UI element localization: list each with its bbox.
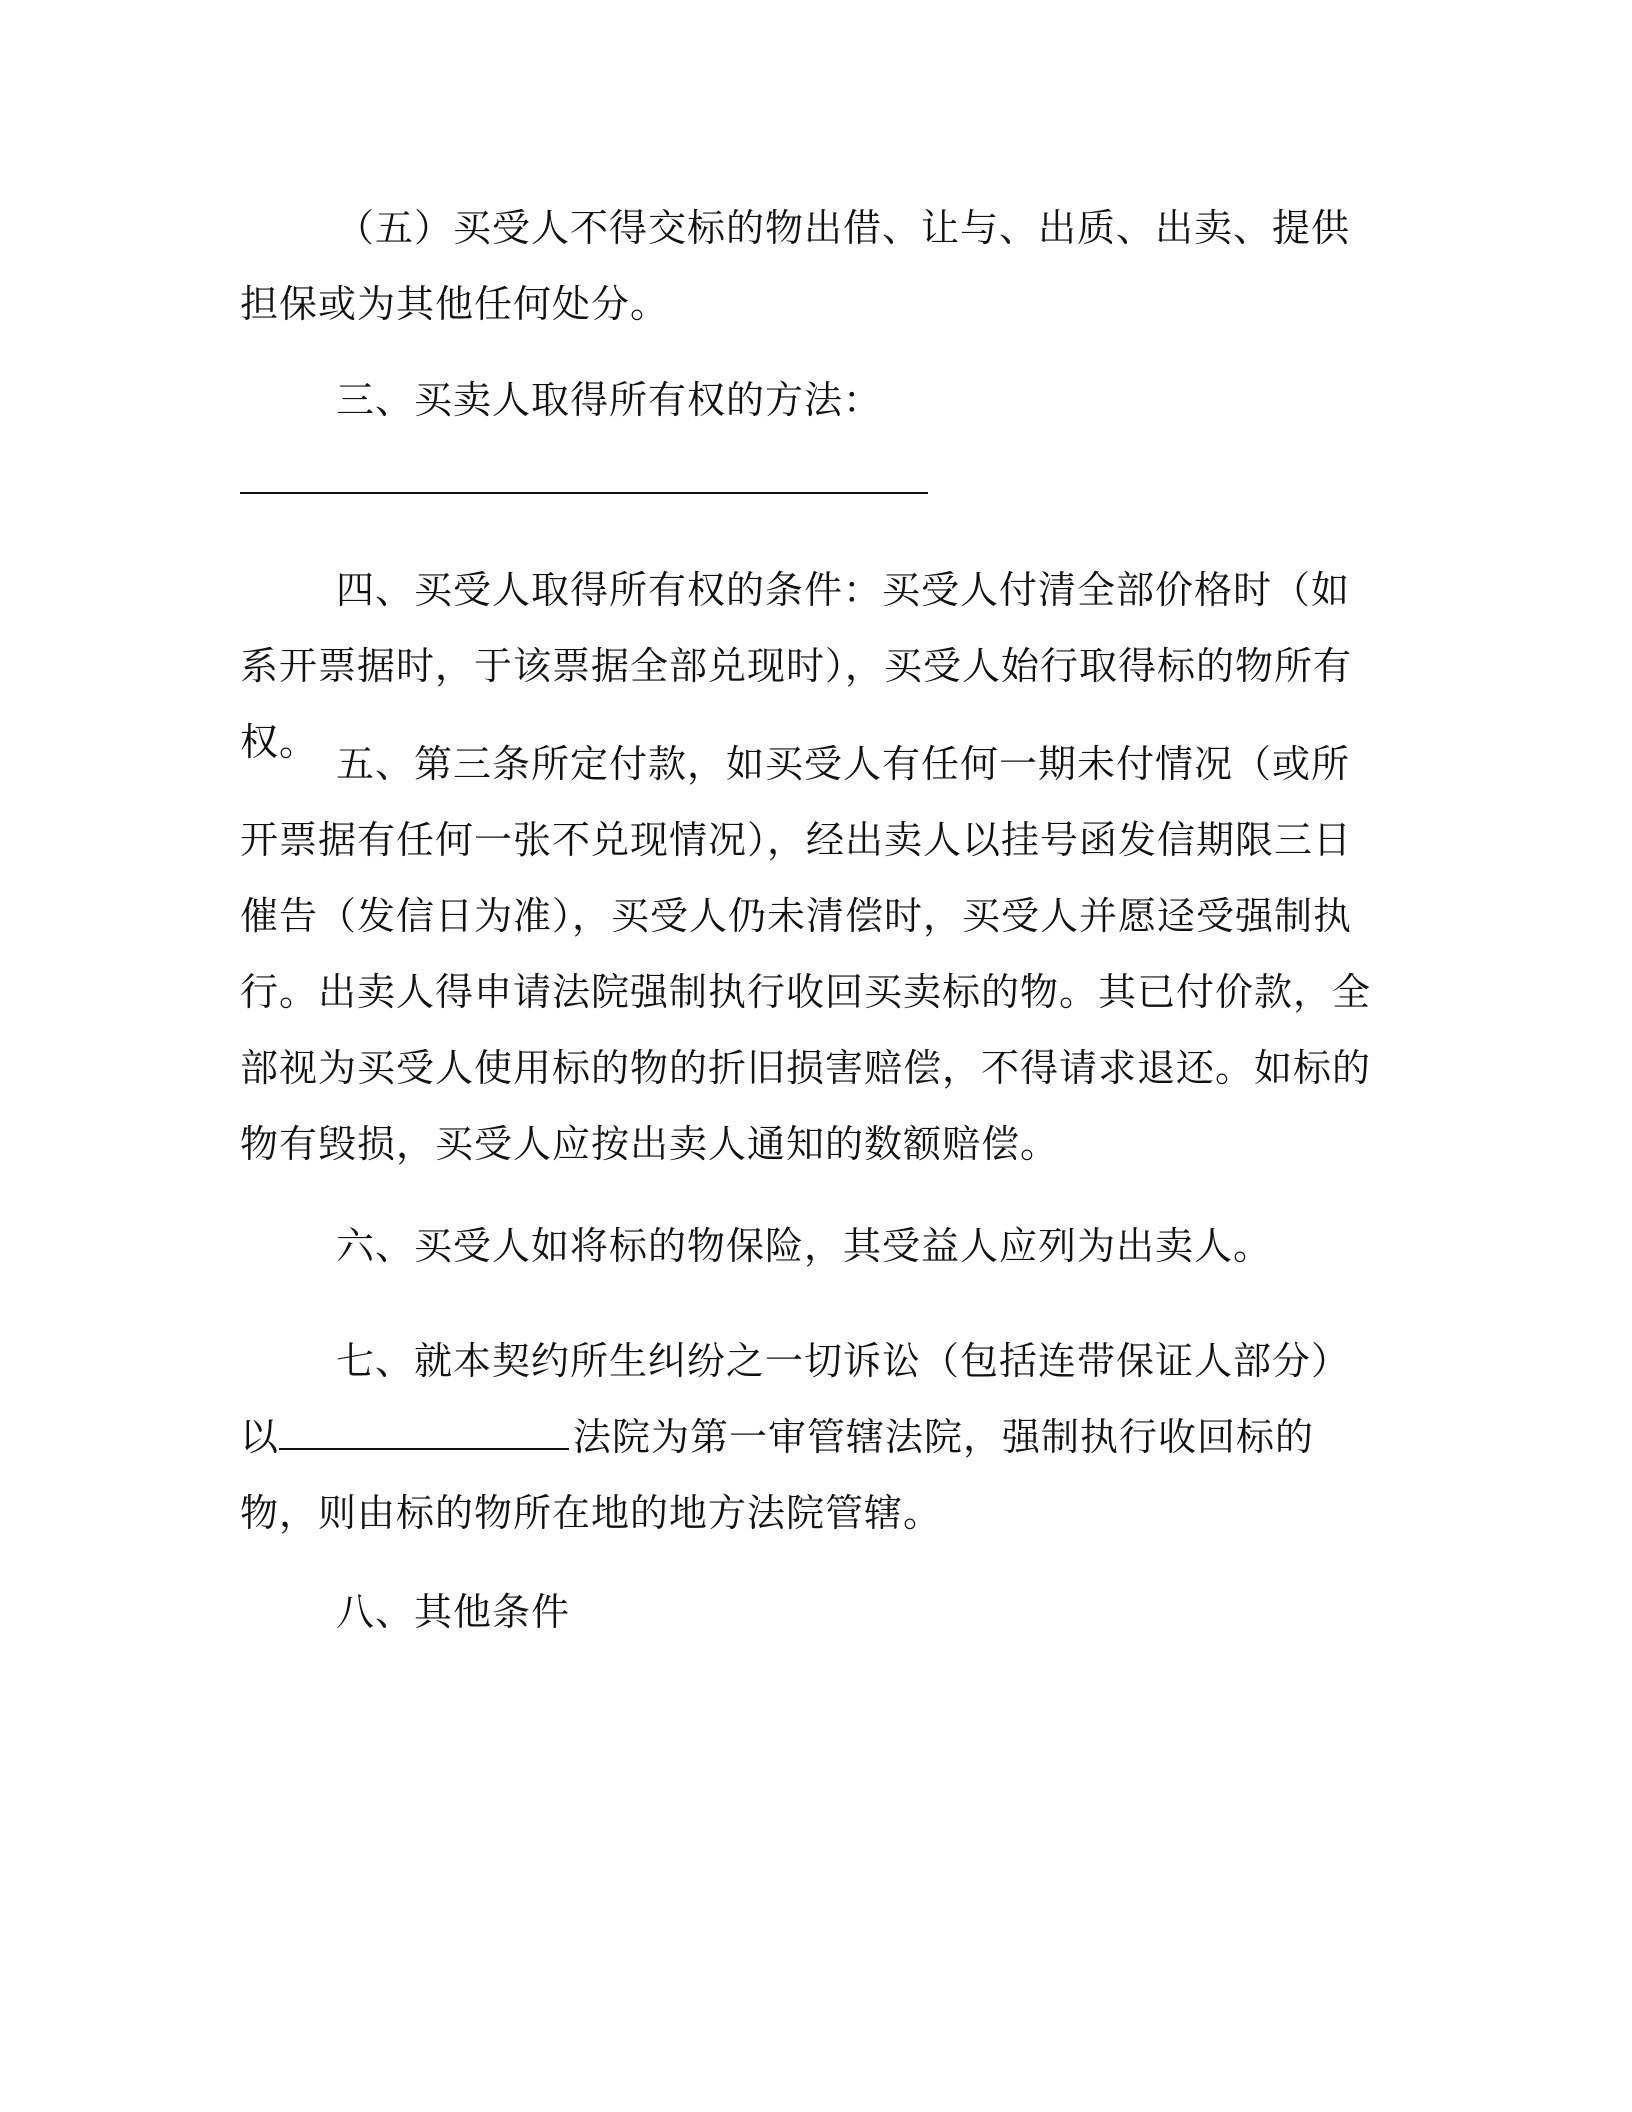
clause-6: 六、买受人如将标的物保险，其受益人应列为出卖人。 xyxy=(336,1224,1273,1268)
clause-7-end: 法院为第一审管辖法院，强制执行收回标的物，则由标的物所在地的地方法院管辖。 xyxy=(240,1415,1315,1535)
clause-7 xyxy=(240,1323,1380,1551)
clause-8: 八、其他条件 xyxy=(336,1590,571,1634)
fill-in-blank-line xyxy=(240,492,928,494)
clause-3-heading: 三、买卖人取得所有权的方法： xyxy=(336,378,883,422)
clause-2-item-5: （五）买受人不得交标的物出借、让与、出质、出卖、提供担保或为其他任何处分。 xyxy=(240,206,1351,326)
clause-5: 五、第三条所定付款，如买受人有任何一期未付情况（或所开票据有任何一张不兑现情况），经出卖人以挂号函发信期限三日催告（发信日为准），买受人仍未清偿时，买受人并愿迳受强制执行。出卖人得申请法院强制执行收回买卖标的物。其已付价款，全部视为买受人使用标的物的折旧损害赔偿，不得请求退还。如标的物有毁损，买受人应按出卖人通知的数额赔偿。 xyxy=(240,742,1372,1166)
clause-4: 四、买受人取得所有权的条件：买受人付清全部价格时（如系开票据时，于该票据全部兑现时），买受人始行取得标的物所有权。 xyxy=(240,568,1353,764)
court-name-blank xyxy=(279,1446,569,1450)
clause-7-start: 七、就本契约所生纠纷之一切诉讼（包括连带保证人部分）以 xyxy=(240,1339,1351,1459)
